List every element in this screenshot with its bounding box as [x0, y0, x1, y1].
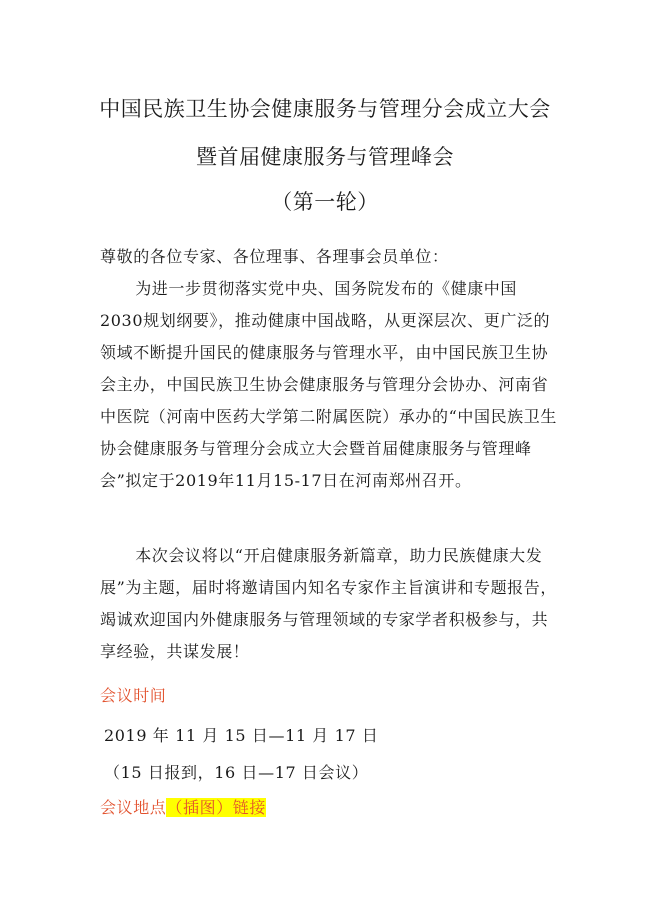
document-title-line-2: 暨首届健康服务与管理峰会: [196, 145, 454, 169]
meeting-date-note: （15 日报到，16 日—17 日会议）: [104, 763, 369, 782]
intro-paragraph: 为进一步贯彻落实党中央、国务院发布的《健康中国2030规划纲要》，推动健康中国战略，从更深层次、更广泛的领域不断提升国民的健康服务与管理水平，由中国民族卫生协会主办，中国民族卫生协会健康服务与管理分会协办、河南省中医院（河南中医药大学第二附属医院）承办的“中国民族卫生协会健康服务与管理分会成立大会暨首届健康服务与管理峰会”拟定于2019年11月15-17日在河南郑州召开。: [100, 279, 557, 490]
meeting-venue-label: 会议地点: [100, 798, 167, 817]
theme-paragraph: 本次会议将以“开启健康服务新篇章，助力民族健康大发展”为主题，届时将邀请国内知名专家作主旨演讲和专题报告，竭诚欢迎国内外健康服务与管理领域的专家学者积极参与，共享经验，共谋发展！: [100, 546, 557, 661]
greeting-text: 尊敬的各位专家、各位理事、各理事会员单位：: [100, 247, 449, 266]
meeting-venue-heading: [100, 795, 266, 818]
venue-map-link[interactable]: （插图）链接: [166, 798, 267, 817]
document-title-round: （第一轮）: [271, 190, 379, 214]
document-title-line-1: 中国民族卫生协会健康服务与管理分会成立大会: [99, 97, 551, 121]
meeting-time-heading: 会议时间: [100, 686, 167, 705]
meeting-date: 2019 年 11 月 15 日—11 月 17 日: [104, 726, 379, 745]
